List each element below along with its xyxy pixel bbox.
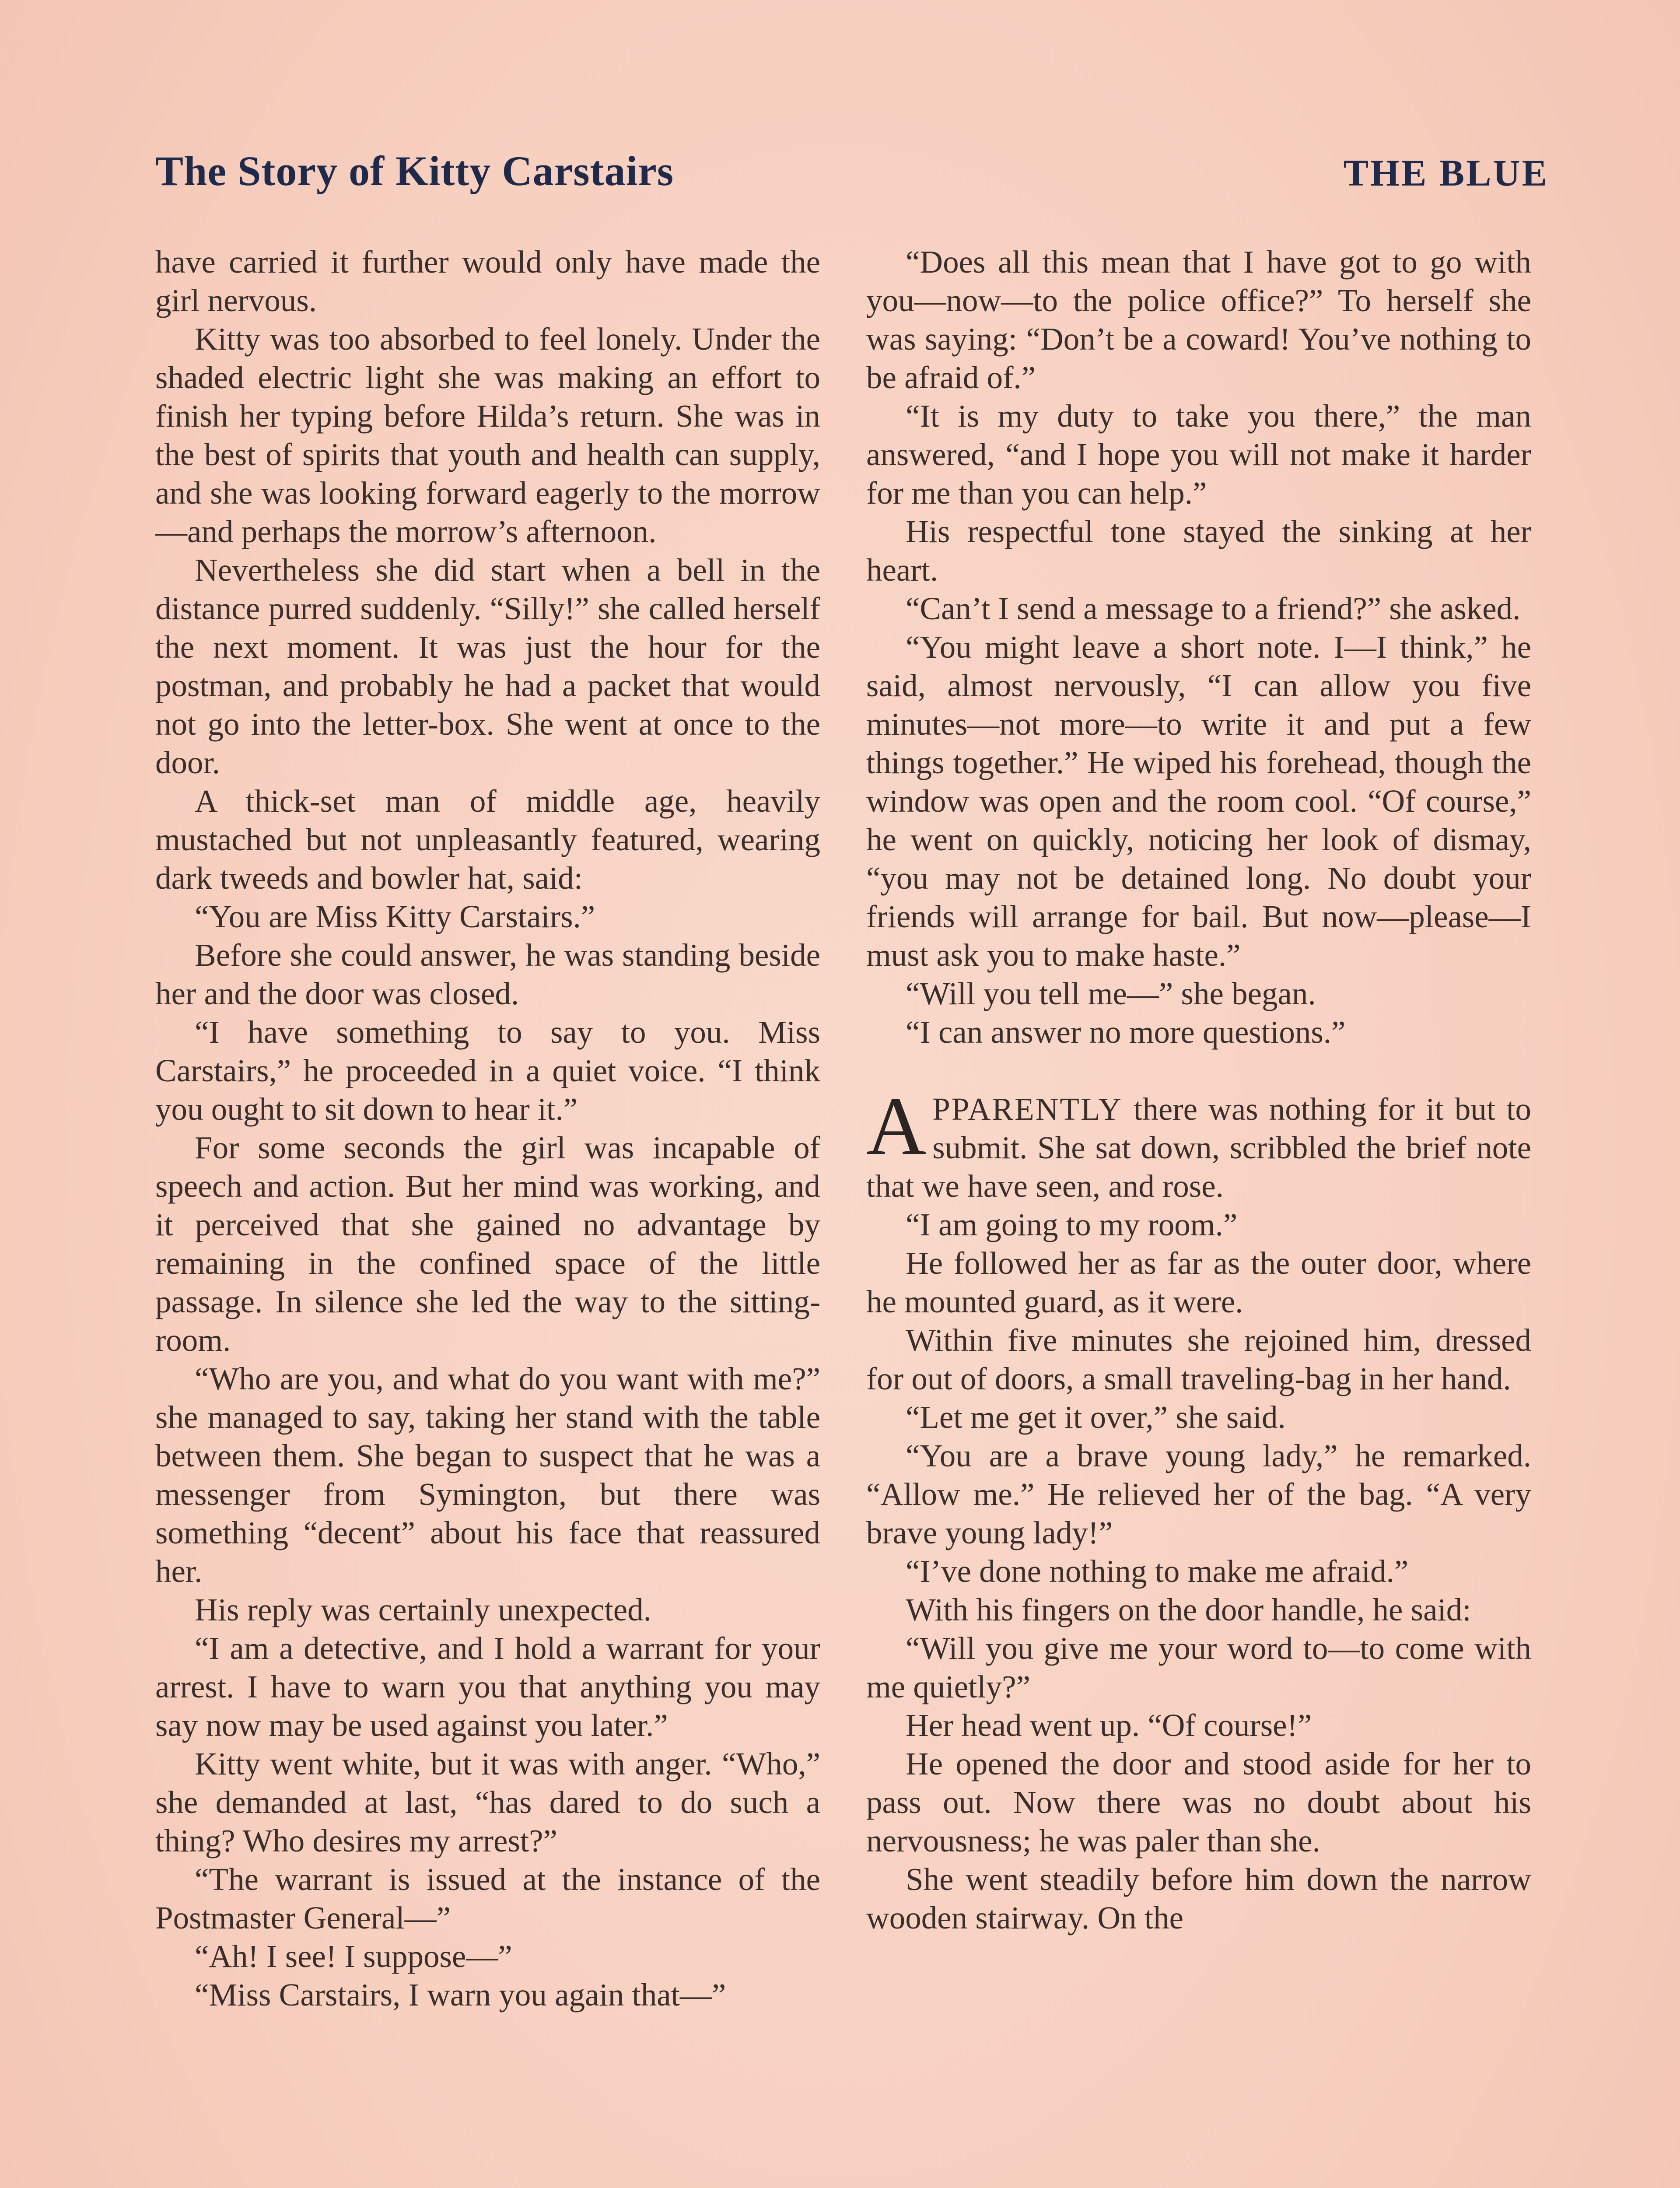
paragraph: “I am going to my room.”: [906, 1207, 1238, 1242]
paragraph: “Can’t I send a message to a friend?” she asked.: [906, 591, 1521, 626]
paragraph: “Will you tell me—” she began.: [906, 976, 1316, 1011]
paragraph: Within five minutes she rejoined him, dressed for out of doors, a small traveling-bag in her hand.: [866, 1322, 1531, 1396]
paragraph: For some seconds the girl was incapable of speech and action. But her mind was working, and it perceived that she gained no advantage by remaining in the confined space of the little passage. In silence she led the way to the sitting-room.: [155, 1130, 820, 1358]
paragraph: “Let me get it over,” she said.: [906, 1399, 1286, 1435]
left-column: [155, 243, 820, 2014]
magazine-name: THE BLUE: [1343, 152, 1549, 194]
paragraph: Before she could answer, he was standing beside her and the door was closed.: [155, 937, 820, 1011]
paragraph: “Who are you, and what do you want with me?” she managed to say, taking her stand with the table between them. She began to suspect that he was a messenger from Symington, but there was something “decent” about his face that reassured her.: [155, 1361, 820, 1589]
paragraph: “Ah! I see! I suppose—”: [195, 1939, 512, 1974]
drop-cap: A: [866, 1080, 927, 1172]
right-column-bottom: [866, 1206, 1531, 1937]
paragraph: “It is my duty to take you there,” the man answered, “and I hope you will not make it harder for me than you can help.”: [866, 398, 1531, 511]
paragraph: She went steadily before him down the narrow wooden stairway. On the: [866, 1862, 1531, 1936]
paragraph: “Miss Carstairs, I warn you again that—”: [195, 1977, 726, 2013]
section-break: [866, 1052, 1531, 1090]
paragraph: “I’ve done nothing to make me afraid.”: [906, 1553, 1409, 1589]
paragraph: “I have something to say to you. Miss Carstairs,” he proceeded in a quiet voice. “I think you ought to sit down to hear it.”: [155, 1014, 820, 1127]
paragraph: “You are a brave young lady,” he remarked. “Allow me.” He relieved her of the bag. “A very brave young lady!”: [866, 1438, 1531, 1550]
paragraph: “You are Miss Kitty Carstairs.”: [195, 899, 595, 934]
paragraph: He followed her as far as the outer door, where he mounted guard, as it were.: [866, 1245, 1531, 1319]
paragraph: have carried it further would only have made the girl nervous.: [155, 244, 820, 318]
running-title: The Story of Kitty Carstairs: [155, 147, 674, 194]
paragraph: His respectful tone stayed the sinking at her heart.: [866, 514, 1531, 588]
paragraph: Kitty was too absorbed to feel lonely. Under the shaded electric light she was making an effort to finish her typing before Hilda’s return. She was in the best of spirits that youth and health can supply, and she was looking forward eagerly to the morrow—and perhaps the morrow’s afternoon.: [155, 321, 820, 549]
paragraph: “Will you give me your word to—to come with me quietly?”: [866, 1630, 1531, 1704]
paragraph: Her head went up. “Of course!”: [906, 1708, 1312, 1743]
lead-caps: PPARENTLY: [932, 1091, 1123, 1127]
paragraph: “You might leave a short note. I—I think,” he said, almost nervously, “I can allow you five minutes—not more—to write it and put a few things together.” He wiped his forehead, though the window was open and the room cool. “Of course,” he went on quickly, noticing her look of dismay, “you may not be detained long. No doubt your friends will arrange for bail. But now—please—I must ask you to make haste.”: [866, 629, 1531, 973]
paragraph: With his fingers on the door handle, he said:: [906, 1592, 1471, 1627]
paragraph: Nevertheless she did start when a bell in the distance purred suddenly. “Silly!” she called herself the next moment. It was just the hour for the postman, and probably he had a packet that would not go into the letter-box. She went at once to the door.: [155, 552, 820, 780]
right-column: [866, 243, 1531, 1937]
section-opening-paragraph: [866, 1080, 1531, 1206]
paragraph: His reply was certainly unexpected.: [195, 1592, 651, 1627]
lead-rest: there was nothing for it but to submit. She sat down, scribbled the brief note that we have seen, and rose.: [866, 1091, 1531, 1204]
paragraph: “I can answer no more questions.”: [906, 1014, 1346, 1050]
paragraph: “Does all this mean that I have got to go with you—now—to the police office?” To herself she was saying: “Don’t be a coward! You’ve nothing to be afraid of.”: [866, 244, 1531, 395]
paragraph: Kitty went white, but it was with anger. “Who,” she demanded at last, “has dared to do such a thing? Who desires my arrest?”: [155, 1746, 820, 1858]
paragraph: “The warrant is issued at the instance of the Postmaster General—”: [155, 1862, 820, 1936]
right-column-top: [866, 243, 1531, 1052]
paragraph: He opened the door and stood aside for her to pass out. Now there was no doubt about his nervousness; he was paler than she.: [866, 1746, 1531, 1858]
paragraph: A thick-set man of middle age, heavily mustached but not unpleasantly featured, wearing dark tweeds and bowler hat, said:: [155, 783, 820, 896]
paragraph: “I am a detective, and I hold a warrant for your arrest. I have to warn you that anything you may say now may be used against you later.”: [155, 1630, 820, 1743]
